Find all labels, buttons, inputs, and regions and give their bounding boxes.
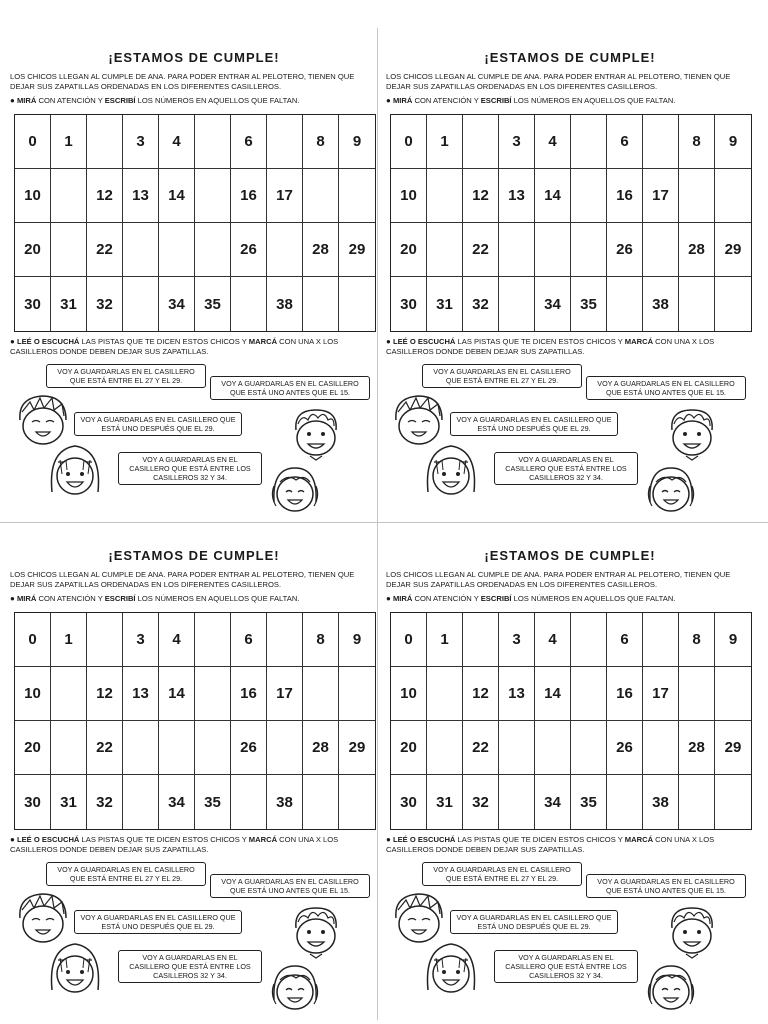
- locker-cell[interactable]: [571, 223, 607, 277]
- locker-cell[interactable]: 17: [267, 169, 303, 223]
- bullet-icon: ●: [386, 96, 391, 105]
- instruction-part: LOS NÚMEROS EN AQUELLOS QUE FALTAN.: [135, 96, 300, 105]
- locker-cell[interactable]: 35: [195, 277, 231, 331]
- locker-grid: [14, 114, 376, 332]
- locker-cell[interactable]: [195, 223, 231, 277]
- locker-cell[interactable]: [427, 223, 463, 277]
- locker-cell[interactable]: 1: [427, 613, 463, 667]
- instruction-verb: ESCRIBÍ: [480, 594, 512, 603]
- bullet-icon: ●: [386, 594, 391, 603]
- clue-instruction: [10, 835, 378, 854]
- child-face-icon: [422, 938, 480, 1000]
- locker-cell[interactable]: 35: [195, 775, 231, 829]
- locker-cell[interactable]: 12: [463, 169, 499, 223]
- child-face-icon: [46, 440, 104, 502]
- bullet-icon: ●: [386, 337, 391, 346]
- locker-grid: [390, 114, 752, 332]
- locker-cell[interactable]: 20: [15, 721, 51, 775]
- locker-cell[interactable]: 29: [339, 721, 375, 775]
- clue-part: LAS PISTAS QUE TE DICEN ESTOS CHICOS Y: [79, 337, 249, 346]
- locker-cell[interactable]: 34: [159, 775, 195, 829]
- locker-cell[interactable]: [643, 613, 679, 667]
- bullet-icon: ●: [10, 337, 15, 346]
- locker-cell[interactable]: [339, 277, 375, 331]
- intro-text: LOS CHICOS LLEGAN AL CUMPLE DE ANA. PARA PODER ENTRAR AL PELOTERO, TIENEN QUE DEJAR SUS ZAPATILLAS ORDENADAS EN LOS DIFERENTES CASILLEROS.: [386, 570, 731, 589]
- locker-cell[interactable]: 28: [679, 223, 715, 277]
- clue-verb: LEÉ O ESCUCHÁ: [16, 835, 80, 844]
- worksheet-copy: [386, 34, 754, 520]
- instruction-part: CON ATENCIÓN Y: [412, 594, 481, 603]
- speech-bubble: VOY A GUARDARLAS EN EL CASILLERO QUE ESTÁ UNO DESPUÉS QUE EL 29.: [74, 412, 242, 436]
- locker-cell[interactable]: 38: [643, 775, 679, 829]
- child-face-icon: [286, 406, 346, 462]
- instruction-part: CON ATENCIÓN Y: [36, 96, 105, 105]
- locker-cell[interactable]: [607, 775, 643, 829]
- locker-cell[interactable]: 32: [87, 775, 123, 829]
- instruction-verb: MIRÁ: [16, 96, 37, 105]
- locker-cell[interactable]: 13: [123, 169, 159, 223]
- speech-bubble: VOY A GUARDARLAS EN EL CASILLERO QUE ESTÁ ENTRE EL 27 Y EL 29.: [422, 364, 582, 388]
- locker-cell[interactable]: [123, 721, 159, 775]
- clue-part: LAS PISTAS QUE TE DICEN ESTOS CHICOS Y: [455, 337, 625, 346]
- instruction-part: CON ATENCIÓN Y: [36, 594, 105, 603]
- instruction-part: LOS NÚMEROS EN AQUELLOS QUE FALTAN.: [511, 594, 676, 603]
- locker-cell[interactable]: [499, 721, 535, 775]
- locker-cell[interactable]: 31: [427, 775, 463, 829]
- locker-cell[interactable]: 12: [463, 667, 499, 721]
- instruction-verb: MIRÁ: [16, 594, 37, 603]
- speech-bubble: VOY A GUARDARLAS EN EL CASILLERO QUE ESTÁ ENTRE EL 27 Y EL 29.: [46, 364, 206, 388]
- instruction-verb: ESCRIBÍ: [104, 96, 136, 105]
- clue-verb: LEÉ O ESCUCHÁ: [16, 337, 80, 346]
- locker-cell[interactable]: [643, 223, 679, 277]
- worksheet-copy: [386, 532, 754, 1018]
- speech-bubble: VOY A GUARDARLAS EN EL CASILLERO QUE ESTÁ ENTRE EL 27 Y EL 29.: [422, 862, 582, 886]
- locker-cell[interactable]: [499, 775, 535, 829]
- locker-cell[interactable]: 28: [303, 223, 339, 277]
- speech-bubble: VOY A GUARDARLAS EN EL CASILLERO QUE ESTÁ UNO DESPUÉS QUE EL 29.: [74, 910, 242, 934]
- locker-cell[interactable]: 13: [123, 667, 159, 721]
- locker-cell[interactable]: [303, 169, 339, 223]
- locker-cell[interactable]: 16: [607, 169, 643, 223]
- locker-cell[interactable]: [427, 721, 463, 775]
- locker-cell[interactable]: [339, 667, 375, 721]
- locker-cell[interactable]: 26: [607, 721, 643, 775]
- locker-cell[interactable]: 30: [15, 775, 51, 829]
- locker-cell[interactable]: 4: [535, 613, 571, 667]
- locker-cell[interactable]: 6: [231, 613, 267, 667]
- locker-cell[interactable]: 10: [391, 169, 427, 223]
- instruction-text: [386, 594, 754, 604]
- locker-cell[interactable]: [267, 115, 303, 169]
- speech-bubble: VOY A GUARDARLAS EN EL CASILLERO QUE ESTÁ UNO ANTES QUE EL 15.: [210, 874, 370, 898]
- instruction-verb: ESCRIBÍ: [480, 96, 512, 105]
- locker-cell[interactable]: [571, 115, 607, 169]
- locker-cell[interactable]: 29: [339, 223, 375, 277]
- locker-cell[interactable]: [499, 277, 535, 331]
- worksheet-title: ¡ESTAMOS DE CUMPLE!: [108, 50, 280, 65]
- locker-cell[interactable]: 28: [679, 721, 715, 775]
- child-face-icon: [642, 462, 700, 520]
- locker-cell[interactable]: 17: [643, 169, 679, 223]
- locker-cell[interactable]: 30: [391, 775, 427, 829]
- instruction-verb: MIRÁ: [392, 96, 413, 105]
- worksheet-title: ¡ESTAMOS DE CUMPLE!: [484, 548, 656, 563]
- locker-cell[interactable]: [571, 169, 607, 223]
- locker-cell[interactable]: [195, 613, 231, 667]
- bullet-icon: ●: [10, 96, 15, 105]
- locker-cell[interactable]: 32: [87, 277, 123, 331]
- instruction-part: LOS NÚMEROS EN AQUELLOS QUE FALTAN.: [135, 594, 300, 603]
- locker-cell[interactable]: 10: [15, 667, 51, 721]
- locker-cell[interactable]: 1: [51, 115, 87, 169]
- locker-cell[interactable]: 1: [427, 115, 463, 169]
- locker-cell[interactable]: 35: [571, 775, 607, 829]
- locker-cell[interactable]: [51, 667, 87, 721]
- locker-cell[interactable]: 4: [159, 613, 195, 667]
- locker-cell[interactable]: [715, 667, 751, 721]
- locker-cell[interactable]: 34: [159, 277, 195, 331]
- locker-cell[interactable]: 31: [427, 277, 463, 331]
- clue-part: LAS PISTAS QUE TE DICEN ESTOS CHICOS Y: [79, 835, 249, 844]
- bullet-icon: ●: [10, 594, 15, 603]
- locker-cell[interactable]: 20: [15, 223, 51, 277]
- locker-cell[interactable]: 0: [15, 115, 51, 169]
- instruction-verb: MIRÁ: [392, 594, 413, 603]
- locker-cell[interactable]: 3: [499, 115, 535, 169]
- locker-cell[interactable]: 14: [535, 667, 571, 721]
- locker-cell[interactable]: [679, 667, 715, 721]
- locker-cell[interactable]: 13: [499, 667, 535, 721]
- locker-cell[interactable]: 3: [123, 613, 159, 667]
- locker-cell[interactable]: 26: [231, 721, 267, 775]
- child-face-icon: [46, 938, 104, 1000]
- locker-cell[interactable]: 22: [463, 223, 499, 277]
- locker-cell[interactable]: 38: [267, 277, 303, 331]
- locker-cell[interactable]: 0: [15, 613, 51, 667]
- locker-cell[interactable]: 20: [391, 721, 427, 775]
- worksheet-title: ¡ESTAMOS DE CUMPLE!: [108, 548, 280, 563]
- locker-cell[interactable]: [427, 667, 463, 721]
- clue-verb: MARCÁ: [248, 337, 278, 346]
- locker-cell[interactable]: 10: [391, 667, 427, 721]
- clue-part: CON UNA X LOS CASILLEROS DONDE DEBEN DEJAR SUS ZAPATILLAS.: [386, 337, 715, 356]
- locker-cell[interactable]: [715, 169, 751, 223]
- locker-cell[interactable]: 3: [499, 613, 535, 667]
- locker-cell[interactable]: [339, 775, 375, 829]
- locker-cell[interactable]: 16: [231, 169, 267, 223]
- clue-verb: MARCÁ: [624, 337, 654, 346]
- clue-part: LAS PISTAS QUE TE DICEN ESTOS CHICOS Y: [455, 835, 625, 844]
- locker-cell[interactable]: [679, 775, 715, 829]
- locker-cell[interactable]: [267, 613, 303, 667]
- speech-bubble: VOY A GUARDARLAS EN EL CASILLERO QUE ESTÁ ENTRE LOS CASILLEROS 32 Y 34.: [494, 950, 638, 983]
- worksheet-title: ¡ESTAMOS DE CUMPLE!: [484, 50, 656, 65]
- locker-cell[interactable]: 29: [715, 721, 751, 775]
- locker-cell[interactable]: 17: [267, 667, 303, 721]
- locker-cell[interactable]: [643, 721, 679, 775]
- locker-cell[interactable]: 22: [87, 223, 123, 277]
- locker-cell[interactable]: 8: [679, 115, 715, 169]
- locker-cell[interactable]: 28: [303, 721, 339, 775]
- speech-bubble: VOY A GUARDARLAS EN EL CASILLERO QUE ESTÁ UNO DESPUÉS QUE EL 29.: [450, 910, 618, 934]
- locker-cell[interactable]: [535, 223, 571, 277]
- locker-cell[interactable]: 31: [51, 775, 87, 829]
- locker-cell[interactable]: 8: [679, 613, 715, 667]
- locker-cell[interactable]: [715, 277, 751, 331]
- locker-cell[interactable]: 9: [715, 115, 751, 169]
- locker-cell[interactable]: [679, 169, 715, 223]
- locker-cell[interactable]: [571, 721, 607, 775]
- locker-cell[interactable]: 3: [123, 115, 159, 169]
- locker-cell[interactable]: 38: [267, 775, 303, 829]
- speech-bubble: VOY A GUARDARLAS EN EL CASILLERO QUE ESTÁ UNO ANTES QUE EL 15.: [210, 376, 370, 400]
- locker-cell[interactable]: 26: [231, 223, 267, 277]
- clue-instruction: [10, 337, 378, 356]
- locker-cell[interactable]: [51, 169, 87, 223]
- locker-cell[interactable]: 10: [15, 169, 51, 223]
- locker-cell[interactable]: [195, 169, 231, 223]
- locker-cell[interactable]: 6: [231, 115, 267, 169]
- locker-cell[interactable]: [303, 775, 339, 829]
- locker-cell[interactable]: [123, 223, 159, 277]
- clue-verb: MARCÁ: [624, 835, 654, 844]
- locker-cell[interactable]: 34: [535, 775, 571, 829]
- locker-cell[interactable]: [679, 277, 715, 331]
- locker-cell[interactable]: 9: [339, 613, 375, 667]
- speech-bubble: VOY A GUARDARLAS EN EL CASILLERO QUE ESTÁ ENTRE LOS CASILLEROS 32 Y 34.: [118, 452, 262, 485]
- locker-cell[interactable]: 31: [51, 277, 87, 331]
- horizontal-divider: [0, 522, 768, 523]
- locker-cell[interactable]: 14: [159, 169, 195, 223]
- locker-cell[interactable]: 8: [303, 613, 339, 667]
- locker-cell[interactable]: [51, 223, 87, 277]
- child-face-icon: [642, 960, 700, 1018]
- locker-cell[interactable]: [231, 775, 267, 829]
- child-face-icon: [286, 904, 346, 960]
- child-face-icon: [662, 904, 722, 960]
- locker-cell[interactable]: 1: [51, 613, 87, 667]
- locker-cell[interactable]: 6: [607, 115, 643, 169]
- locker-cell[interactable]: 4: [535, 115, 571, 169]
- locker-cell[interactable]: 22: [87, 721, 123, 775]
- locker-cell[interactable]: 12: [87, 169, 123, 223]
- locker-cell[interactable]: [303, 277, 339, 331]
- child-face-icon: [662, 406, 722, 462]
- locker-cell[interactable]: 0: [391, 115, 427, 169]
- locker-cell[interactable]: [267, 223, 303, 277]
- worksheet-copy: [10, 532, 378, 1018]
- locker-cell[interactable]: [231, 277, 267, 331]
- intro-text: LOS CHICOS LLEGAN AL CUMPLE DE ANA. PARA PODER ENTRAR AL PELOTERO, TIENEN QUE DEJAR SUS ZAPATILLAS ORDENADAS EN LOS DIFERENTES CASILLEROS.: [386, 72, 731, 91]
- locker-cell[interactable]: 16: [231, 667, 267, 721]
- locker-cell[interactable]: [159, 721, 195, 775]
- locker-cell[interactable]: [267, 721, 303, 775]
- locker-cell[interactable]: 22: [463, 721, 499, 775]
- locker-cell[interactable]: [195, 115, 231, 169]
- locker-cell[interactable]: [87, 115, 123, 169]
- locker-cell[interactable]: 26: [607, 223, 643, 277]
- locker-cell[interactable]: 14: [535, 169, 571, 223]
- locker-cell[interactable]: [123, 775, 159, 829]
- child-face-icon: [266, 960, 324, 1018]
- child-face-icon: [422, 440, 480, 502]
- bullet-icon: ●: [10, 835, 15, 844]
- locker-cell[interactable]: 17: [643, 667, 679, 721]
- speech-bubble: VOY A GUARDARLAS EN EL CASILLERO QUE ESTÁ ENTRE LOS CASILLEROS 32 Y 34.: [118, 950, 262, 983]
- instruction-text: [386, 96, 754, 106]
- locker-cell[interactable]: 0: [391, 613, 427, 667]
- locker-cell[interactable]: [87, 613, 123, 667]
- instruction-verb: ESCRIBÍ: [104, 594, 136, 603]
- locker-cell[interactable]: [463, 613, 499, 667]
- locker-cell[interactable]: 13: [499, 169, 535, 223]
- locker-cell[interactable]: [607, 277, 643, 331]
- clue-verb: LEÉ O ESCUCHÁ: [392, 835, 456, 844]
- locker-cell[interactable]: [571, 613, 607, 667]
- locker-cell[interactable]: 20: [391, 223, 427, 277]
- locker-cell[interactable]: [51, 721, 87, 775]
- speech-bubble: VOY A GUARDARLAS EN EL CASILLERO QUE ESTÁ ENTRE LOS CASILLEROS 32 Y 34.: [494, 452, 638, 485]
- speech-bubble: VOY A GUARDARLAS EN EL CASILLERO QUE ESTÁ UNO DESPUÉS QUE EL 29.: [450, 412, 618, 436]
- locker-cell[interactable]: [643, 115, 679, 169]
- clue-verb: MARCÁ: [248, 835, 278, 844]
- locker-cell[interactable]: 32: [463, 277, 499, 331]
- child-face-icon: [266, 462, 324, 520]
- instruction-part: CON ATENCIÓN Y: [412, 96, 481, 105]
- locker-cell[interactable]: 30: [15, 277, 51, 331]
- locker-cell[interactable]: [715, 775, 751, 829]
- locker-cell[interactable]: 6: [607, 613, 643, 667]
- worksheet-copy: [10, 34, 378, 520]
- locker-cell[interactable]: 9: [339, 115, 375, 169]
- locker-cell[interactable]: 35: [571, 277, 607, 331]
- clue-instruction: [386, 835, 754, 854]
- locker-cell[interactable]: 8: [303, 115, 339, 169]
- locker-cell[interactable]: [463, 115, 499, 169]
- locker-cell[interactable]: 32: [463, 775, 499, 829]
- locker-cell[interactable]: 30: [391, 277, 427, 331]
- locker-cell[interactable]: 14: [159, 667, 195, 721]
- locker-cell[interactable]: [123, 277, 159, 331]
- clue-instruction: [386, 337, 754, 356]
- locker-cell[interactable]: 16: [607, 667, 643, 721]
- intro-text: LOS CHICOS LLEGAN AL CUMPLE DE ANA. PARA PODER ENTRAR AL PELOTERO, TIENEN QUE DEJAR SUS ZAPATILLAS ORDENADAS EN LOS DIFERENTES CASILLEROS.: [10, 570, 355, 589]
- locker-cell[interactable]: 29: [715, 223, 751, 277]
- locker-cell[interactable]: [195, 721, 231, 775]
- clue-part: CON UNA X LOS CASILLEROS DONDE DEBEN DEJAR SUS ZAPATILLAS.: [10, 835, 339, 854]
- intro-text: LOS CHICOS LLEGAN AL CUMPLE DE ANA. PARA PODER ENTRAR AL PELOTERO, TIENEN QUE DEJAR SUS ZAPATILLAS ORDENADAS EN LOS DIFERENTES CASILLEROS.: [10, 72, 355, 91]
- locker-cell[interactable]: 9: [715, 613, 751, 667]
- locker-grid: [14, 612, 376, 830]
- speech-bubble: VOY A GUARDARLAS EN EL CASILLERO QUE ESTÁ ENTRE EL 27 Y EL 29.: [46, 862, 206, 886]
- locker-cell[interactable]: [159, 223, 195, 277]
- speech-bubble: VOY A GUARDARLAS EN EL CASILLERO QUE ESTÁ UNO ANTES QUE EL 15.: [586, 874, 746, 898]
- instruction-part: LOS NÚMEROS EN AQUELLOS QUE FALTAN.: [511, 96, 676, 105]
- instruction-text: [10, 594, 378, 604]
- locker-cell[interactable]: [571, 667, 607, 721]
- bullet-icon: ●: [386, 835, 391, 844]
- locker-cell[interactable]: 4: [159, 115, 195, 169]
- locker-cell[interactable]: [195, 667, 231, 721]
- locker-cell[interactable]: 34: [535, 277, 571, 331]
- locker-grid: [390, 612, 752, 830]
- instruction-text: [10, 96, 378, 106]
- clue-part: CON UNA X LOS CASILLEROS DONDE DEBEN DEJAR SUS ZAPATILLAS.: [10, 337, 339, 356]
- locker-cell[interactable]: [303, 667, 339, 721]
- locker-cell[interactable]: [427, 169, 463, 223]
- speech-bubble: VOY A GUARDARLAS EN EL CASILLERO QUE ESTÁ UNO ANTES QUE EL 15.: [586, 376, 746, 400]
- locker-cell[interactable]: 12: [87, 667, 123, 721]
- locker-cell[interactable]: [339, 169, 375, 223]
- locker-cell[interactable]: 38: [643, 277, 679, 331]
- locker-cell[interactable]: [535, 721, 571, 775]
- clue-verb: LEÉ O ESCUCHÁ: [392, 337, 456, 346]
- locker-cell[interactable]: [499, 223, 535, 277]
- clue-part: CON UNA X LOS CASILLEROS DONDE DEBEN DEJAR SUS ZAPATILLAS.: [386, 835, 715, 854]
